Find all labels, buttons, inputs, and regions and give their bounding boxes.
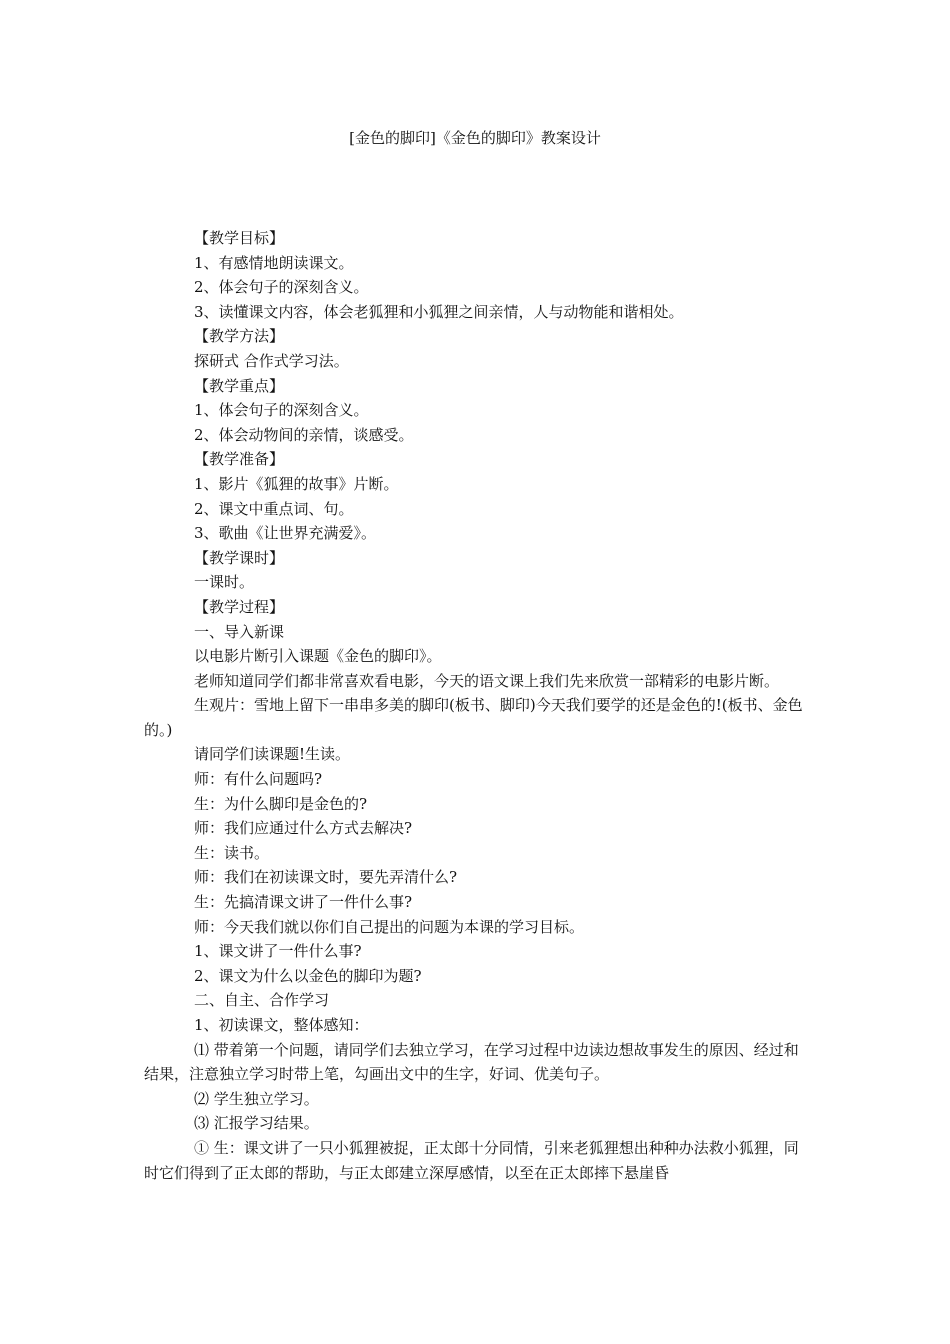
paragraph: 1、课文讲了一件什么事? bbox=[194, 942, 362, 961]
paragraph: 2、体会动物间的亲情，谈感受。 bbox=[194, 425, 414, 444]
paragraph: 1、体会句子的深刻含义。 bbox=[194, 401, 369, 420]
paragraph: 1、影片《狐狸的故事》片断。 bbox=[194, 474, 399, 493]
paragraph: 探研式 合作式学习法。 bbox=[194, 351, 349, 370]
paragraph: 2、课文为什么以金色的脚印为题? bbox=[194, 966, 422, 985]
dialogue-line: 生：为什么脚印是金色的? bbox=[194, 794, 368, 813]
dialogue-line: 师：今天我们就以你们自己提出的问题为本课的学习目标。 bbox=[194, 917, 585, 936]
dialogue-line: 师：有什么问题吗? bbox=[194, 770, 323, 789]
section-heading: 【教学准备】 bbox=[194, 450, 285, 469]
subsection-heading: 一、导入新课 bbox=[194, 622, 285, 641]
paragraph: ⑴ 带着第一个问题，请同学们去独立学习，在学习过程中边读边想故事发生的原因、经过和结果，注意独立学习时带上笔，勾画出文中的生字，好词、优美句子。 bbox=[144, 1040, 799, 1084]
paragraph: 3、歌曲《让世界充满爱》。 bbox=[194, 524, 377, 543]
section-heading: 【教学重点】 bbox=[194, 376, 285, 395]
dialogue-line: 师：我们应通过什么方式去解决? bbox=[194, 819, 413, 838]
dialogue-line: 生：先搞清课文讲了一件什么事? bbox=[194, 893, 413, 912]
paragraph: 2、课文中重点词、句。 bbox=[194, 499, 354, 518]
paragraph: 1、初读课文，整体感知： bbox=[194, 1016, 369, 1034]
document-title: [金色的脚印]《金色的脚印》教案设计 bbox=[349, 129, 601, 147]
paragraph: ① 生：课文讲了一只小狐狸被捉，正太郎十分同情，引来老狐狸想出种种办法救小狐狸，同时它们得到了正太郎的帮助，与正太郎建立深厚感情，以至在正太郎摔下悬崖昏 bbox=[144, 1138, 799, 1182]
paragraph: 老师知道同学们都非常喜欢看电影，今天的语文课上我们先来欣赏一部精彩的电影片断。 bbox=[194, 671, 780, 690]
section-heading: 【教学过程】 bbox=[194, 597, 285, 616]
paragraph: 3、读懂课文内容，体会老狐狸和小狐狸之间亲情，人与动物能和谐相处。 bbox=[194, 302, 684, 321]
section-heading: 【教学目标】 bbox=[194, 229, 285, 247]
paragraph: 一课时。 bbox=[194, 573, 255, 592]
dialogue-line: 师：我们在初读课文时，要先弄清什么? bbox=[194, 868, 458, 887]
paragraph: 生观片：雪地上留下一串串多美的脚印(板书、脚印)今天我们要学的还是金色的!(板书、金色的。) bbox=[144, 696, 803, 739]
subsection-heading: 二、自主、合作学习 bbox=[194, 991, 330, 1010]
paragraph: 以电影片断引入课题《金色的脚印》。 bbox=[194, 647, 442, 666]
paragraph: 2、体会句子的深刻含义。 bbox=[194, 278, 369, 297]
dialogue-line: 生：读书。 bbox=[194, 843, 270, 862]
section-heading: 【教学课时】 bbox=[194, 548, 285, 567]
paragraph: ⑶ 汇报学习结果。 bbox=[194, 1114, 319, 1133]
section-heading: 【教学方法】 bbox=[194, 327, 285, 346]
document-body bbox=[144, 226, 810, 1185]
paragraph: 请同学们读课题!生读。 bbox=[194, 745, 351, 764]
paragraph: ⑵ 学生独立学习。 bbox=[194, 1089, 319, 1108]
paragraph: 1、有感情地朗读课文。 bbox=[194, 253, 354, 272]
